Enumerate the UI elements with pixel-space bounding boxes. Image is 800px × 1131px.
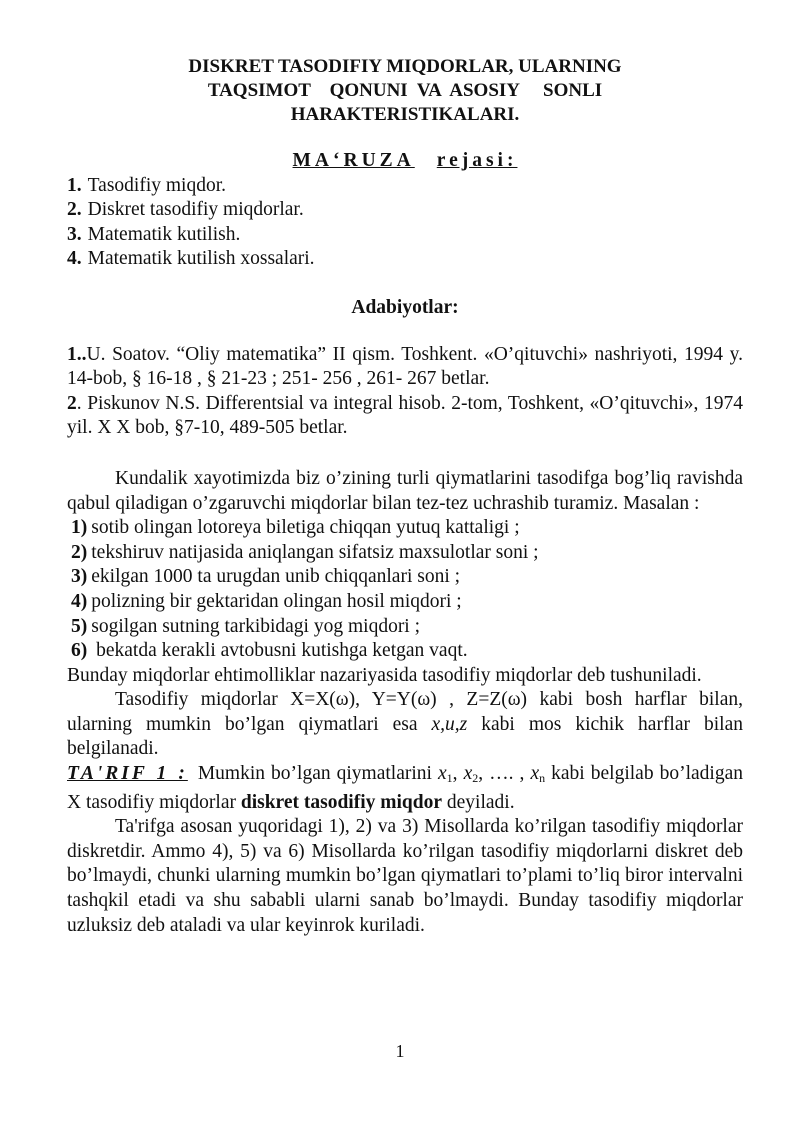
example-item xyxy=(67,615,743,640)
definition-sub-2: 2 xyxy=(472,771,479,786)
example-number: 3) xyxy=(71,566,88,588)
literature-item-text: U. Soatov. “Oliy matematika” II qism. Toshkent. «O’qituvchi» nashriyoti, 1994 y. 14-bob, § 16-18 , § 21-23 ; 251- 256 , 261- 267 betlar. xyxy=(67,343,743,390)
definition-dots: , …. , xyxy=(478,763,531,785)
plan-heading-left: MA‘RUZA xyxy=(292,150,415,171)
notation-variables: x,u,z xyxy=(431,713,468,735)
plan-item xyxy=(67,198,743,223)
definition-sub-1: 1 xyxy=(446,771,453,786)
notation-paragraph xyxy=(67,688,743,762)
plan-item-text: Matematik kutilish xossalari. xyxy=(87,248,315,270)
example-number: 4) xyxy=(71,590,88,612)
example-item xyxy=(67,565,743,590)
plan-item xyxy=(67,247,743,272)
definition-label: TA'RIF 1 : xyxy=(67,763,188,785)
notation-text-b: kabi mos kichik harflar bilan belgilanadi. xyxy=(67,713,743,760)
example-text: sogilgan sutning tarkibidagi yog miqdori ; xyxy=(91,615,421,637)
example-text: ekilgan 1000 ta urugdan unib chiqqanlari soni ; xyxy=(91,566,461,588)
plan-item-text: Tasodifiy miqdor. xyxy=(87,174,227,196)
plan-item-number: 4. xyxy=(67,248,82,270)
lecture-plan-heading xyxy=(67,149,743,174)
definition-sub-n: n xyxy=(539,771,546,786)
definition-var-x2: x xyxy=(463,763,473,785)
example-item xyxy=(67,516,743,541)
page-number: 1 xyxy=(395,1041,405,1061)
definition-var-xn: x xyxy=(530,763,540,785)
example-number: 6) xyxy=(71,640,88,662)
literature-item-text: . Piskunov N.S. Differentsial va integral hisob. 2-tom, Toshkent, «O’qituvchi», 1974 yil. X X bob, §7-10, 489-505 betlar. xyxy=(67,392,743,439)
literature-item xyxy=(67,343,743,392)
notation-text-a: Tasodifiy miqdorlar X=X(ω), Y=Y(ω) , Z=Z(ω) kabi bosh harflar bilan, ularning mumkin bo’lgan qiymatlari esa xyxy=(67,689,743,735)
plan-item-text: Diskret tasodifiy miqdorlar. xyxy=(87,199,304,221)
example-number: 2) xyxy=(71,541,88,563)
lecture-plan-list xyxy=(67,174,743,272)
literature-item-number: 1.. xyxy=(67,343,87,365)
title-line-2: TAQSIMOT QONUNI VA ASOSIY SONLI xyxy=(207,80,603,101)
literature-item-number: 2 xyxy=(67,392,77,414)
plan-item-text: Matematik kutilish. xyxy=(87,223,241,245)
definition-var-x1: x xyxy=(437,763,447,785)
plan-item xyxy=(67,223,743,248)
example-item xyxy=(67,639,743,664)
plan-item-number: 1. xyxy=(67,174,82,196)
intro-paragraph: Kundalik xayotimizda biz o’zining turli qiymatlarini tasodifga bog’liq ravishda qabul qiladigan o’zgaruvchi miqdorlar bilan tez-tez uchrashib turamiz. Masalan : xyxy=(67,467,743,514)
title-line-1: DISKRET TASODIFIY MIQDORLAR, ULARNING xyxy=(188,56,622,77)
definition-paragraph xyxy=(67,762,743,815)
definition-term: diskret tasodifiy miqdor xyxy=(240,791,443,813)
example-item xyxy=(67,590,743,615)
example-number: 5) xyxy=(71,615,88,637)
after-examples-paragraph: Bunday miqdorlar ehtimolliklar nazariyasida tasodifiy miqdorlar deb tushuniladi. xyxy=(67,664,702,686)
example-text: tekshiruv natijasida aniqlangan sifatsiz maxsulotlar soni ; xyxy=(91,541,539,563)
plan-item-number: 2. xyxy=(67,199,82,221)
document-page xyxy=(67,55,743,938)
example-item xyxy=(67,541,743,566)
literature-item xyxy=(67,392,743,441)
closing-paragraph: Ta'rifga asosan yuqoridagi 1), 2) va 3) Misollarda ko’rilgan tasodifiy miqdorlar diskretdir. Ammo 4), 5) va 6) Misollarda ko’rilgan tasodifiy miqdorlarni diskret deb bo’lmaydi, chunki ularning mumkin bo’lgan qiymatlari to’plami to’liq biror intervalni tashqkil etadi va shu sababli ularni sanab bo’lmaydi. Bunday tasodifiy miqdorlar uzluksiz deb ataladi va ular keyinrok kuriladi. xyxy=(67,816,743,936)
example-text: bekatda kerakli avtobusni kutishga ketgan vaqt. xyxy=(91,640,468,662)
document-title xyxy=(67,55,743,127)
definition-text-b: kabi belgilab bo’ladigan X tasodifiy miqdorlar xyxy=(67,763,743,813)
example-text: sotib olingan lotoreya biletiga chiqqan yutuq kattaligi ; xyxy=(91,517,520,539)
plan-heading-right: rejasi: xyxy=(436,150,518,171)
definition-text-c: deyiladi. xyxy=(442,791,515,813)
plan-item xyxy=(67,174,743,199)
examples-list xyxy=(67,516,743,664)
example-number: 1) xyxy=(71,517,88,539)
example-text: polizning bir gektaridan olingan hosil miqdori ; xyxy=(91,590,462,612)
definition-text-a: Mumkin bo’lgan qiymatlarini xyxy=(197,763,438,785)
plan-item-number: 3. xyxy=(67,223,82,245)
title-line-3: HARAKTERISTIKALARI. xyxy=(290,104,520,125)
literature-heading: Adabiyotlar: xyxy=(351,296,459,318)
definition-separator: , xyxy=(452,763,464,785)
